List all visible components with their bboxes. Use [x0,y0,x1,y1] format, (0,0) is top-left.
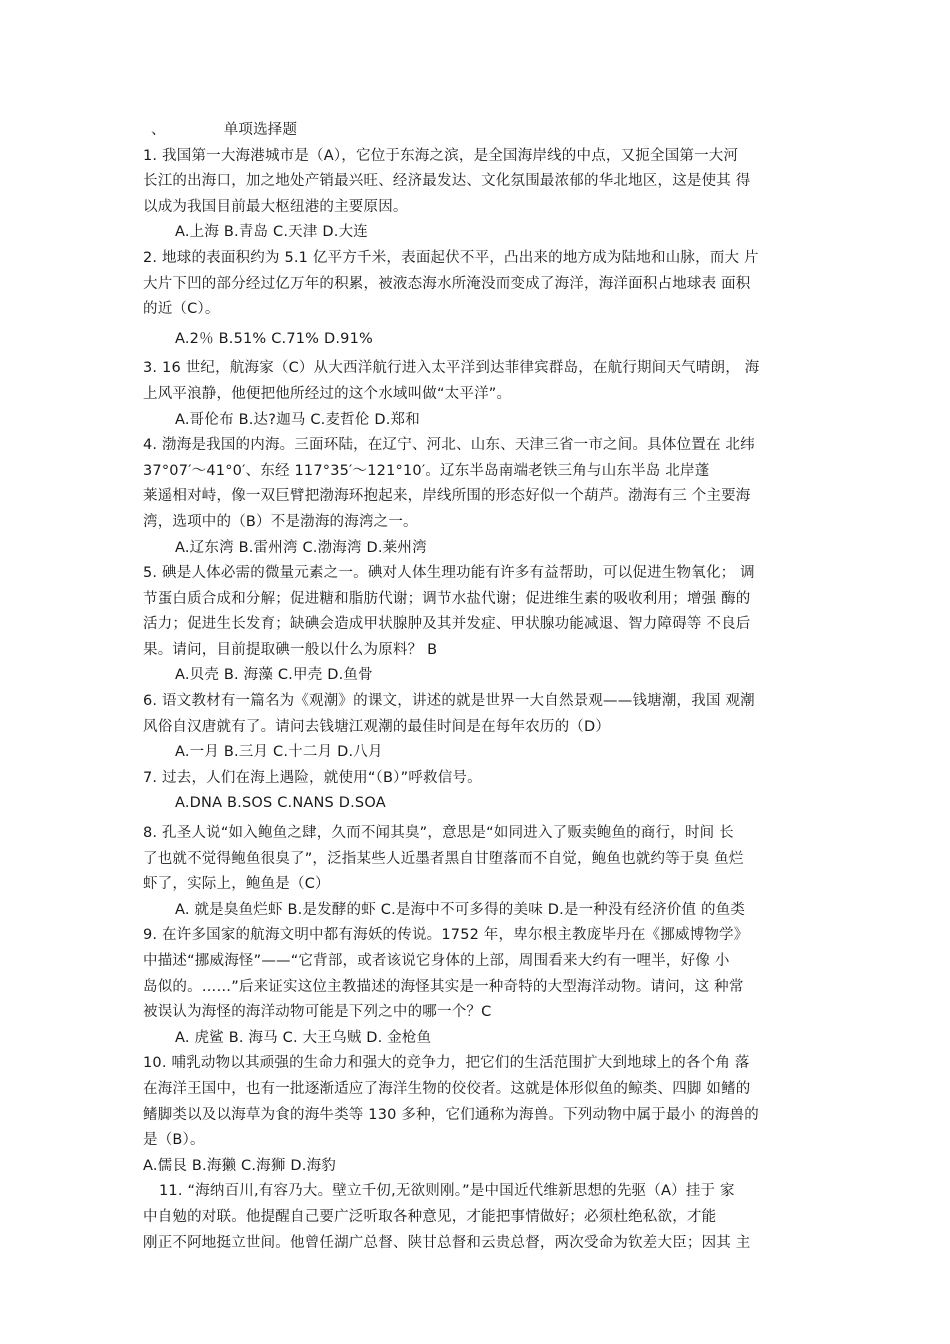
question-6-options: A.一月 B.三月 C.十二月 D.八月 [175,744,383,761]
question-9-line-2: 中描述“挪威海怪”——“它背部，或者该说它身体的上部，周围看来大约有一哩半，好像 小 [143,953,730,969]
question-4-line-4: 湾，选项中的（B）不是渤海的海湾之一。 [143,513,418,530]
question-4-options: A.辽东湾 B.雷州湾 C.渤海湾 D.莱州湾 [175,539,427,556]
section-heading [143,118,818,144]
question-5-line-1: 5. 碘是人体必需的微量元素之一。碘对人体生理功能有许多有益帮助，可以促进生物氧化； 调 [143,565,755,582]
question-9-line-3: 岛似的。……”后来证实这位主教描述的海怪其实是一种奇特的大型海洋动物。请问，这 种常 [143,978,744,995]
question-8-line-3: 虾了，实际上，鲍鱼是（C） [143,876,330,893]
question-1-line-2: 长江的出海口，加之地处产销最兴旺、经济最发达、文化氛围最浓郁的华北地区，这是使其 得 [143,173,751,190]
question-3-line-1: 3. 16 世纪，航海家（C）从大西洋航行进入太平洋到达菲律宾群岛，在航行期间天气晴朗， 海 [143,360,760,377]
heading-marker: 、 [151,122,166,138]
question-1-line-3: 以成为我国目前最大枢纽港的主要原因。 [143,198,408,215]
document-body [143,118,818,1256]
question-9-options: A. 虎鲨 B. 海马 C. 大王乌贼 D. 金枪鱼 [175,1029,432,1046]
question-6-line-1: 6. 语文教材有一篇名为《观潮》的课文，讲述的就是世界一大自然景观——钱塘潮，我国 观潮 [143,693,755,710]
question-2-line-2: 大片下凹的部分经过亿万年的积累，被液态海水所淹没而变成了海洋，海洋面积占地球表 面积 [143,275,751,292]
question-1-options: A.上海 B.青岛 C.天津 D.大连 [175,224,368,241]
question-4-line-1: 4. 渤海是我国的内海。三面环陆，在辽宁、河北、山东、天津三省一市之间。具体位置在 北纬 [143,437,755,454]
question-2-line-1: 2. 地球的表面积约为 5.1 亿平方千米，表面起伏不平，凸出来的地方成为陆地和山脉，而大 片 [143,249,759,266]
question-7-options: A.DNA B.SOS C.NANS D.SOA [175,795,386,812]
question-5-options: A.贝壳 B. 海藻 C.甲壳 D.鱼骨 [175,667,373,684]
question-7-line-1: 7. 过去，人们在海上遇险，就使用“（B）”呼救信号。 [143,769,482,786]
question-8-line-2: 了也就不觉得鲍鱼很臭了”，泛指某些人近墨者黑自甘堕落而不自觉，鲍鱼也就约等于臭 鱼烂 [143,850,744,867]
question-8-line-1: 8. 孔圣人说“如入鲍鱼之肆，久而不闻其臭”，意思是“如同进入了贩卖鲍鱼的商行，时间 长 [143,825,734,842]
question-9-line-4: 被误认为海怪的海洋动物可能是下列之中的哪一个？C [143,1004,492,1021]
question-8-options: A. 就是臭鱼烂虾 B.是发酵的虾 C.是海中不可多得的美味 D.是一种没有经济价值 的鱼类 [175,901,746,918]
question-5-line-3: 活力；促进生长发育；缺碘会造成甲状腺肿及其并发症、甲状腺功能减退、智力障碍等 不良后 [143,616,751,633]
question-2-line-3: 的近（C）。 [143,301,220,318]
question-6-line-2: 风俗自汉唐就有了。请问去钱塘江观潮的最佳时间是在每年农历的（D） [143,718,611,735]
question-3-options: A.哥伦布 B.达?迦马 C.麦哲伦 D.郑和 [175,411,420,428]
question-4-line-3: 莱遥相对峙，像一双巨臂把渤海环抱起来，岸线所围的形态好似一个葫芦。渤海有三 个主要海 [143,488,751,505]
question-11-line-1: 11. “海纳百川,有容乃大。壁立千仞,无欲则刚。”是中国近代维新思想的先驱（A）挂于 家 [159,1183,735,1200]
question-10-line-3: 鳍脚类以及以海草为食的海牛类等 130 多种，它们通称为海兽。下列动物中属于最小 的海兽的 [143,1106,759,1123]
question-3-line-2: 上风平浪静，他便把他所经过的这个水域叫做“太平洋”。 [143,385,512,402]
question-1-line-1: 1. 我国第一大海港城市是（A），它位于东海之滨，是全国海岸线的中点，又扼全国第一大河 [143,147,739,164]
question-10-line-4: 是（B）。 [143,1132,205,1149]
question-10-line-1: 10. 哺乳动物以其顽强的生命力和强大的竞争力，把它们的生活范围扩大到地球上的各个角 落 [143,1055,750,1072]
question-2-options: A.2％ B.51% C.71% D.91% [175,330,373,347]
question-9-line-1: 9. 在许多国家的航海文明中都有海妖的传说。1752 年，卑尔根主教庞毕丹在《挪威博物学》 [143,927,749,944]
question-11-line-2: 中自勉的对联。他提醒自己要广泛听取各种意见，才能把事情做好；必须杜绝私欲，才能 [143,1208,717,1225]
question-4-line-2: 37°07′～41°0′、东经 117°35′～121°10′。辽东半岛南端老铁三角与山东半岛 北岸蓬 [143,462,710,479]
question-5-line-4: 果。请问，目前提取碘一般以什么为原料？ B [143,641,438,658]
question-11-line-3: 刚正不阿地挺立世间。他曾任湖广总督、陕甘总督和云贵总督，两次受命为钦差大臣；因其 主 [143,1234,751,1251]
heading-title: 单项选择题 [223,122,298,138]
question-5-line-2: 节蛋白质合成和分解；促进糖和脂肪代谢；调节水盐代谢；促进维生素的吸收利用；增强 酶的 [143,590,751,607]
question-10-options: A.儒艮 B.海獭 C.海狮 D.海豹 [143,1157,336,1174]
question-10-line-2: 在海洋王国中，也有一批逐渐适应了海洋生物的佼佼者。这就是体形似鱼的鲸类、四脚 如鳍的 [143,1080,751,1097]
